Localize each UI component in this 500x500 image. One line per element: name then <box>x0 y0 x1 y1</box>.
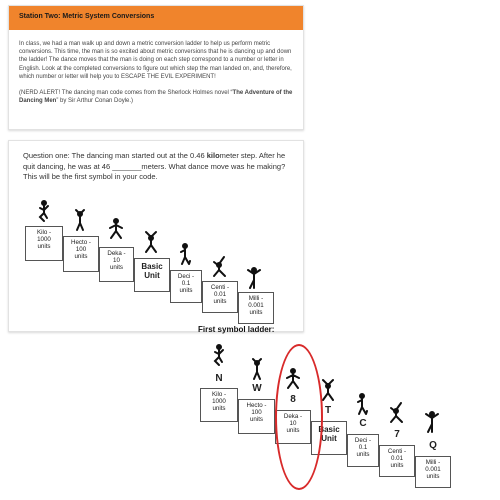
ladder-step-kilo: Kilo - 1000 units <box>25 226 63 261</box>
answer-step-kilo: Kilo - 1000 units <box>200 388 238 422</box>
dancing-man-icon <box>246 266 262 290</box>
answer-step-milli: Milli - 0.001 units <box>415 456 451 488</box>
answer-letter: T <box>324 405 332 416</box>
answer-step-basic: Basic Unit <box>311 421 347 455</box>
dancing-man-icon <box>211 344 227 368</box>
answer-letter: C <box>359 418 367 429</box>
nerd-alert-prefix: (NERD ALERT! The dancing man code comes from the Sherlock Holmes novel “ <box>19 90 233 97</box>
question-part-2: meter step. After he quit dancing, he was at 46 _______meters. What dance move was he making? This will be the first symbol in your code. <box>23 151 286 181</box>
answer-step-deka: Deka - 10 units <box>275 410 311 444</box>
answer-highlight-circle <box>275 344 323 490</box>
answer-step-deci: Deci - 0.1 units <box>347 434 379 467</box>
ladder-step-centi: Centi - 0.01 units <box>202 281 238 313</box>
ladder-step-deci: Deci - 0.1 units <box>170 270 202 303</box>
ladder-step-milli: Milli - 0.001 units <box>238 292 274 324</box>
nerd-alert-paragraph <box>19 89 293 105</box>
ladder-step-basic: Basic Unit <box>134 258 170 292</box>
answer-letter: W <box>252 383 262 394</box>
nerd-alert-suffix: ” by Sir Arthur Conan Doyle.) <box>56 98 134 105</box>
dancing-man-icon <box>424 410 440 434</box>
page-title: Station Two: Metric System Conversions <box>19 13 155 20</box>
dancing-man-icon <box>73 208 87 232</box>
ladder-step-deka: Deka - 10 units <box>99 247 134 282</box>
answer-letter: N <box>215 373 223 384</box>
dancing-man-icon <box>388 401 406 425</box>
answer-step-hecto: Hecto - 100 units <box>238 399 275 434</box>
question-part-1: Question one: The dancing man started out at the 0.46 <box>23 151 207 160</box>
answer-letter: 8 <box>290 394 296 405</box>
answer-step-centi: Centi - 0.01 units <box>379 445 415 477</box>
question-text <box>23 151 295 183</box>
intro-card <box>8 5 304 130</box>
answer-letter: 7 <box>394 429 400 440</box>
dancing-man-icon <box>250 357 264 381</box>
intro-text <box>9 30 303 105</box>
book-title: The Adventure of the Dancing Men <box>19 90 293 105</box>
dancing-man-icon <box>355 392 369 416</box>
ladder-step-hecto: Hecto - 100 units <box>63 236 99 272</box>
dancing-man-icon <box>178 242 192 266</box>
dancing-man-icon <box>143 230 159 254</box>
dancing-man-icon <box>211 255 229 279</box>
dancing-man-icon <box>36 200 52 224</box>
dancing-man-icon <box>320 378 336 402</box>
answer-ladder-title: First symbol ladder: <box>198 325 275 334</box>
intro-paragraph: In class, we had a man walk up and down a metric conversion ladder to help us perform metric conversions. This time, the man is so excited about metric conversions that he is dancing up and down the ladder! The dance moves that the man is doing on each step correspond to a number or letter in English. Look at the completed conversions to figure out which step the man landed on, and, therefore, which number or letter will help you to ESCAPE THE EVIL EXPERIMENT! <box>19 41 292 80</box>
question-bold-word: kilo <box>206 151 220 160</box>
card-header <box>9 6 303 30</box>
dancing-man-icon <box>108 218 124 242</box>
answer-letter: Q <box>429 440 437 451</box>
